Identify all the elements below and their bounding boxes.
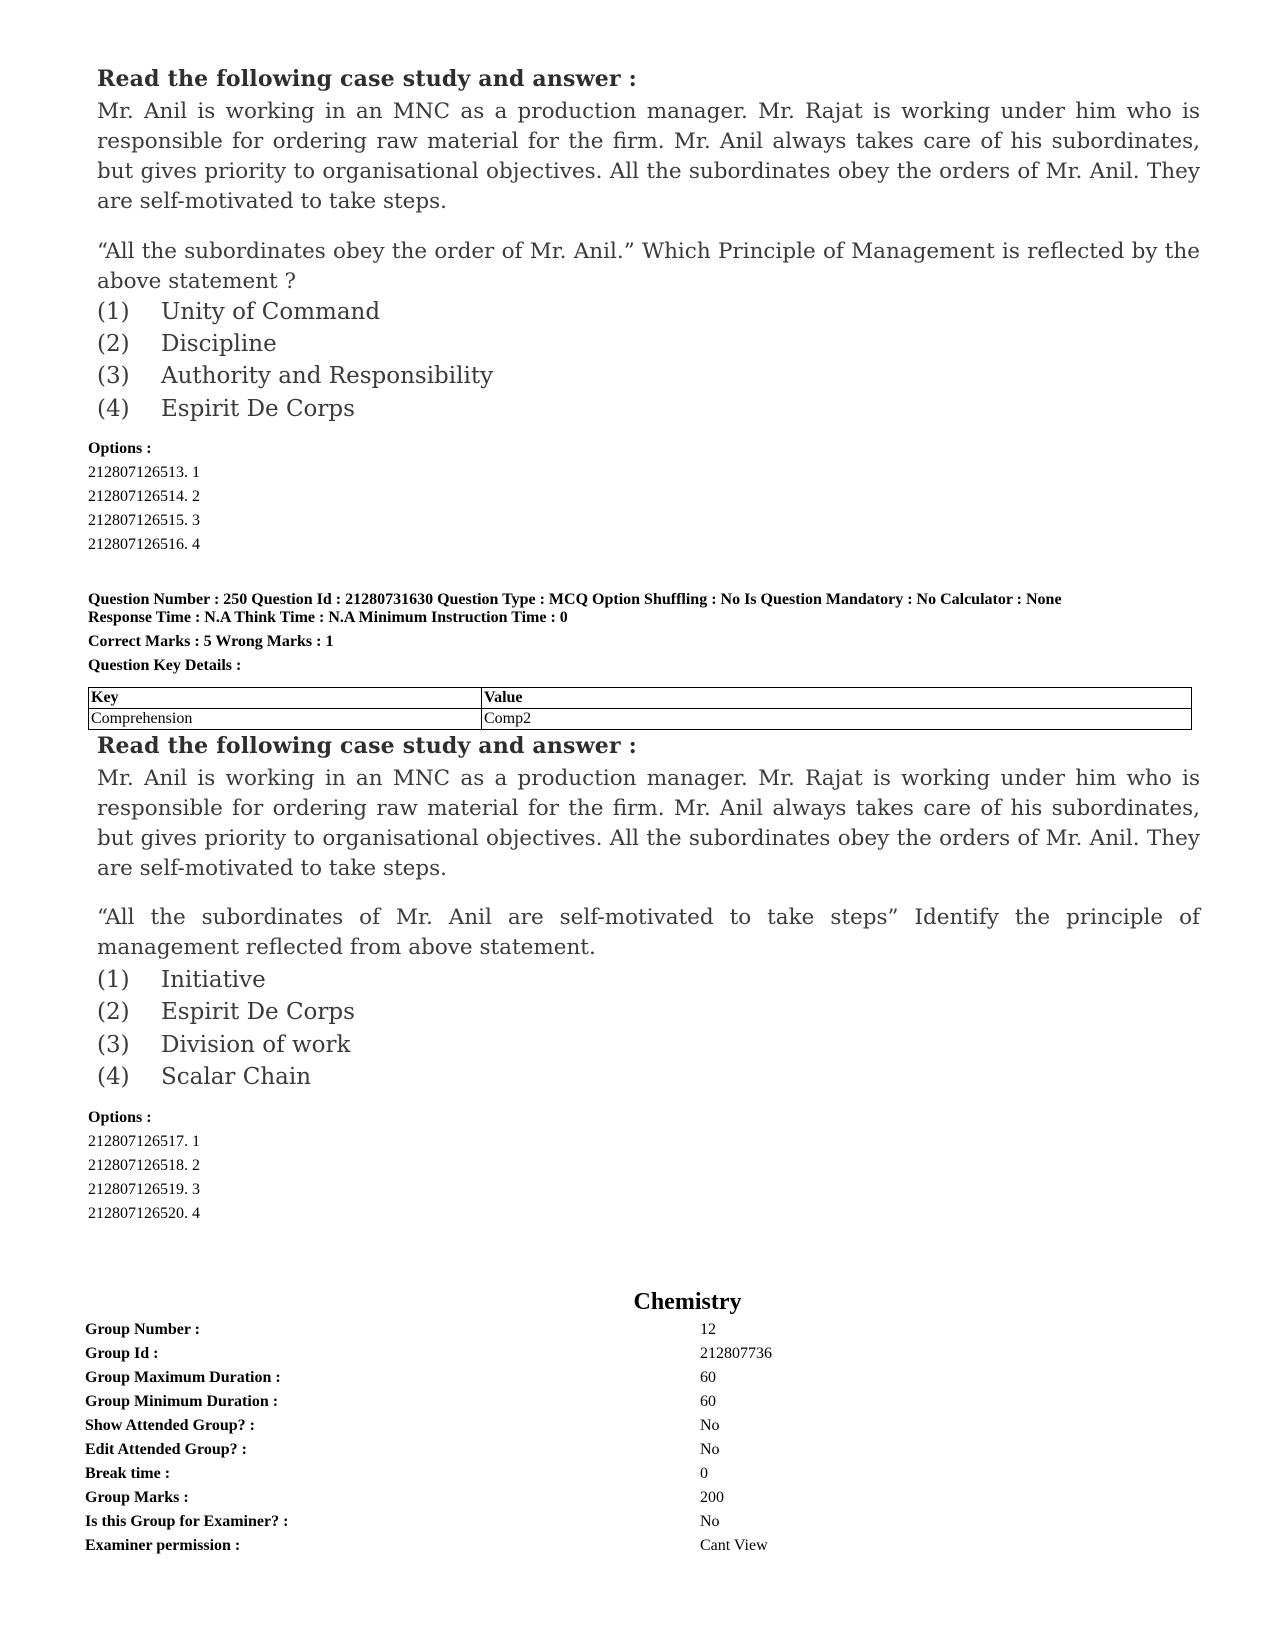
options-label: Options : xyxy=(88,440,152,457)
group-label: Group Minimum Duration : xyxy=(85,1393,279,1410)
question-text: “All the subordinates of Mr. Anil are self-motivated to take steps” Identify the principle of management reflected from above statement. xyxy=(97,905,1200,960)
choice-text: Espirit De Corps xyxy=(161,396,355,422)
choice-number: (4) xyxy=(97,396,130,422)
choice-text: Initiative xyxy=(161,967,266,993)
option-id: 212807126513. 1 xyxy=(88,464,200,481)
table-header-row xyxy=(89,688,1192,709)
choice-item xyxy=(97,299,380,325)
choice-item xyxy=(97,1032,350,1058)
choice-number: (2) xyxy=(97,331,130,357)
choice-text: Discipline xyxy=(161,331,277,357)
group-value: 212807736 xyxy=(700,1345,772,1362)
choice-text: Scalar Chain xyxy=(161,1064,312,1090)
table-row xyxy=(89,709,1192,730)
group-value: No xyxy=(700,1441,720,1458)
group-label: Examiner permission : xyxy=(85,1537,241,1554)
group-value: 0 xyxy=(700,1465,708,1482)
group-value: Cant View xyxy=(700,1537,768,1554)
key-details-table xyxy=(88,687,1192,730)
table-header-key: Key xyxy=(89,688,482,709)
group-value: 12 xyxy=(700,1321,716,1338)
choice-number: (1) xyxy=(97,967,130,993)
case-study-heading: Read the following case study and answer : xyxy=(97,733,637,759)
case-study-heading: Read the following case study and answer : xyxy=(97,66,637,92)
question-meta-line1: Question Number : 250 Question Id : 21280731630 Question Type : MCQ Option Shuffling : No Is Question Mandatory : No Calculator : None xyxy=(88,591,1062,608)
group-value: 60 xyxy=(700,1393,716,1410)
options-label: Options : xyxy=(88,1109,152,1126)
option-id: 212807126514. 2 xyxy=(88,488,200,505)
table-cell-value: Comp2 xyxy=(482,709,1192,730)
choice-item xyxy=(97,1064,311,1090)
choice-number: (3) xyxy=(97,363,130,389)
group-value: 60 xyxy=(700,1369,716,1386)
choice-item xyxy=(97,967,266,993)
group-label: Show Attended Group? : xyxy=(85,1417,255,1434)
choice-item xyxy=(97,999,355,1025)
option-id: 212807126520. 4 xyxy=(88,1205,200,1222)
choice-text: Unity of Command xyxy=(161,299,381,325)
choice-text: Authority and Responsibility xyxy=(161,363,494,389)
option-id: 212807126517. 1 xyxy=(88,1133,200,1150)
choice-text: Espirit De Corps xyxy=(161,999,355,1025)
case-study-passage: Mr. Anil is working in an MNC as a production manager. Mr. Rajat is working under him who is responsible for ordering raw material for the firm. Mr. Anil always takes care of his subordinates, but gives priority to organisational objectives. All the subordinates obey the orders of Mr. Anil. They are self-motivated to take steps. xyxy=(97,99,1200,214)
question-marks: Correct Marks : 5 Wrong Marks : 1 xyxy=(88,633,334,650)
choice-item xyxy=(97,331,277,357)
question-text: “All the subordinates obey the order of Mr. Anil.” Which Principle of Management is reflected by the above statement ? xyxy=(97,239,1200,294)
choice-number: (2) xyxy=(97,999,130,1025)
group-label: Edit Attended Group? : xyxy=(85,1441,247,1458)
choice-item xyxy=(97,396,355,422)
option-id: 212807126516. 4 xyxy=(88,536,200,553)
choice-number: (4) xyxy=(97,1064,130,1090)
group-value: No xyxy=(700,1513,720,1530)
choice-text: Division of work xyxy=(161,1032,351,1058)
option-id: 212807126518. 2 xyxy=(88,1157,200,1174)
group-label: Group Id : xyxy=(85,1345,159,1362)
section-title: Chemistry xyxy=(633,1289,742,1315)
group-label: Is this Group for Examiner? : xyxy=(85,1513,289,1530)
table-cell-key: Comprehension xyxy=(89,709,482,730)
table-header-value: Value xyxy=(482,688,1192,709)
option-id: 212807126519. 3 xyxy=(88,1181,200,1198)
group-value: No xyxy=(700,1417,720,1434)
choice-item xyxy=(97,363,493,389)
choice-number: (1) xyxy=(97,299,130,325)
group-label: Group Marks : xyxy=(85,1489,189,1506)
group-label: Break time : xyxy=(85,1465,171,1482)
group-label: Group Number : xyxy=(85,1321,200,1338)
choice-number: (3) xyxy=(97,1032,130,1058)
question-meta-line2: Response Time : N.A Think Time : N.A Minimum Instruction Time : 0 xyxy=(88,609,568,626)
case-study-passage: Mr. Anil is working in an MNC as a production manager. Mr. Rajat is working under him who is responsible for ordering raw material for the firm. Mr. Anil always takes care of his subordinates, but gives priority to organisational objectives. All the subordinates obey the orders of Mr. Anil. They are self-motivated to take steps. xyxy=(97,766,1200,881)
group-value: 200 xyxy=(700,1489,724,1506)
group-label: Group Maximum Duration : xyxy=(85,1369,281,1386)
key-details-label: Question Key Details : xyxy=(88,657,242,674)
option-id: 212807126515. 3 xyxy=(88,512,200,529)
